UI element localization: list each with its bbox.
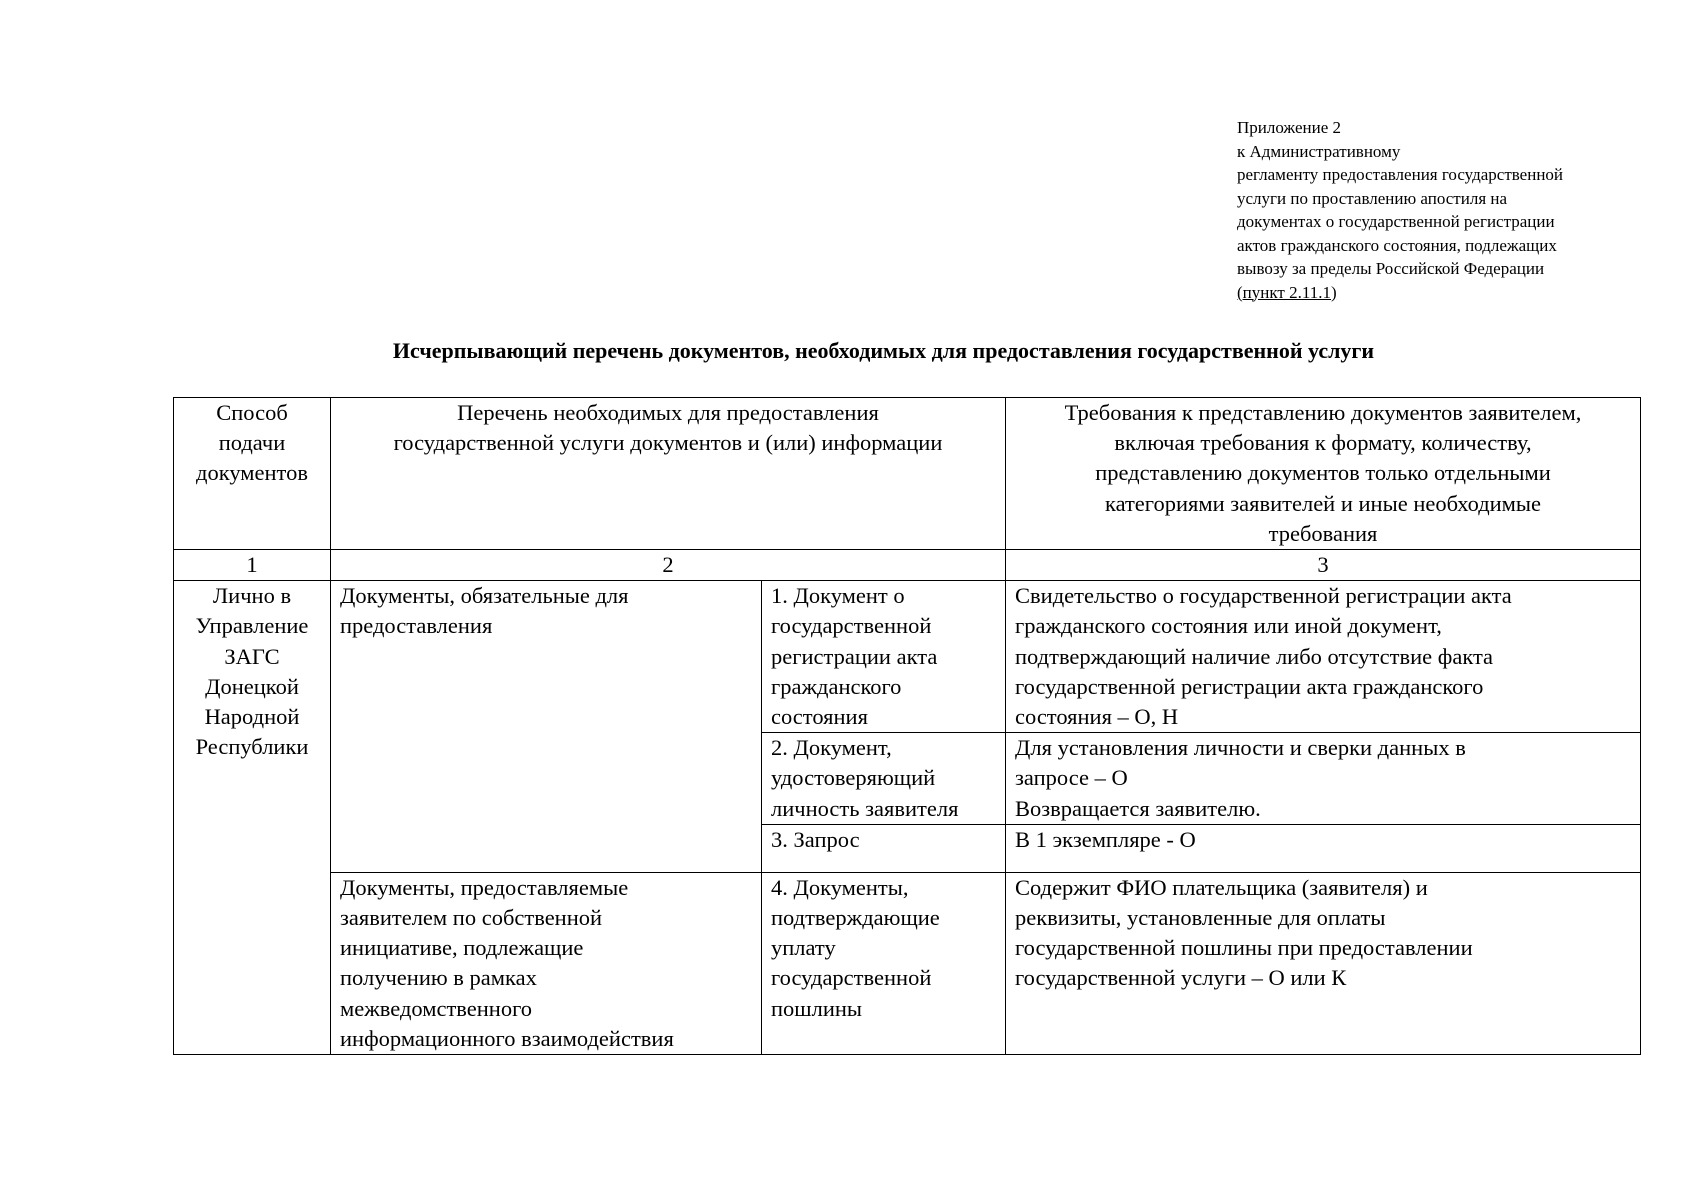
group-label-optional: Документы, предоставляемые заявителем по собственной инициативе, подлежащие получению в рамках межведомственного информационного взаимодействия xyxy=(331,872,762,1054)
document-cell: 4. Документы, подтверждающие уплату государственной пошлины xyxy=(762,872,1006,1054)
submission-method-cell: Лично в Управление ЗАГС Донецкой Народной Республики xyxy=(174,581,331,1055)
column-number-row xyxy=(174,550,1641,581)
appendix-line: документах о государственной регистрации xyxy=(1237,212,1555,231)
table-row xyxy=(174,581,1641,733)
column-number: 3 xyxy=(1006,550,1641,581)
document-cell: 2. Документ, удостоверяющий личность заявителя xyxy=(762,733,1006,825)
document-cell: 3. Запрос xyxy=(762,824,1006,872)
requirement-cell: Для установления личности и сверки данных в запросе – О Возвращается заявителю. xyxy=(1006,733,1641,825)
appendix-line: Приложение 2 xyxy=(1237,118,1341,137)
header-document-list: Перечень необходимых для предоставления государственной услуги документов и (или) информации xyxy=(331,398,1006,550)
column-number: 1 xyxy=(174,550,331,581)
requirement-cell: Свидетельство о государственной регистрации акта гражданского состояния или иной документ, подтверждающий наличие либо отсутствие факта государственной регистрации акта гражданского состояния – О, Н xyxy=(1006,581,1641,733)
appendix-reference: (пункт 2.11.1) xyxy=(1237,282,1337,302)
appendix-line: к Административному xyxy=(1237,141,1401,161)
documents-table xyxy=(173,397,1641,1055)
document-cell: 1. Документ о государственной регистрации акта гражданского состояния xyxy=(762,581,1006,733)
appendix-line: актов гражданского состояния, подлежащих xyxy=(1237,235,1557,255)
requirement-cell: Содержит ФИО плательщика (заявителя) и реквизиты, установленные для оплаты государственной пошлины при предоставлении государственной услуги – О или К xyxy=(1006,872,1641,1054)
group-label-mandatory: Документы, обязательные для предоставления xyxy=(331,581,762,873)
document-title: Исчерпывающий перечень документов, необходимых для предоставления государственной услуги xyxy=(392,338,1375,363)
header-submission-method: Способ подачи документов xyxy=(174,398,331,550)
requirement-cell: В 1 экземпляре - О xyxy=(1006,824,1641,872)
appendix-note xyxy=(1237,116,1657,304)
table-header-row xyxy=(174,398,1641,550)
appendix-line: услуги по проставлению апостиля на xyxy=(1237,188,1508,208)
column-number: 2 xyxy=(331,550,1006,581)
appendix-line: регламенту предоставления государственной xyxy=(1237,165,1564,184)
header-requirements: Требования к представлению документов заявителем, включая требования к формату, количеству, представлению документов только отдельными категориями заявителей и иные необходимые требования xyxy=(1006,398,1641,550)
appendix-line: вывозу за пределы Российской Федерации xyxy=(1237,259,1545,278)
table-row xyxy=(174,872,1641,1054)
